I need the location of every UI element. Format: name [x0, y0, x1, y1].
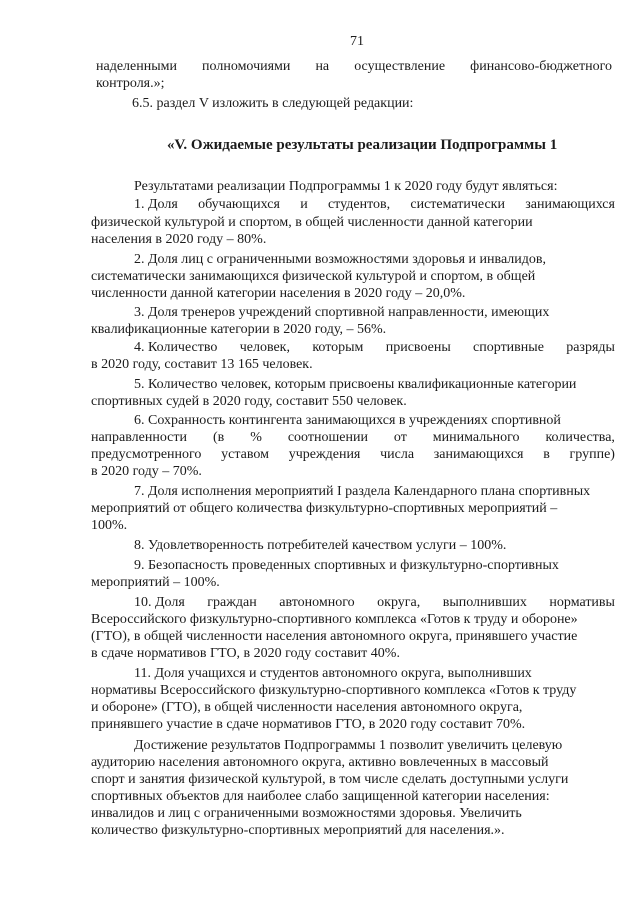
item-1-line-2: физической культурой и спортом, в общей численности данной категории — [91, 215, 533, 230]
closing-line-4: спортивных объектов для наиболее слабо защищенной категории населения: — [91, 789, 550, 804]
item-5-line-2: спортивных судей в 2020 году, составит 550 человек. — [91, 394, 407, 409]
closing-line-3: спорт и занятия физической культурой, в том числе сделать доступными услуги — [91, 772, 569, 787]
item-6-line-1: 6. Сохранность контингента занимающихся в учреждениях спортивной — [134, 413, 561, 428]
closing-line-5: инвалидов и лиц с ограниченными возможностями здоровья. Увеличить — [91, 806, 522, 821]
item-11-line-4: принявшего участие в сдаче нормативов ГТО, в 2020 году составит 70%. — [91, 717, 526, 732]
item-7-line-1: 7. Доля исполнения мероприятий I раздела Календарного плана спортивных — [134, 484, 591, 499]
page-number: 71 — [350, 34, 364, 49]
intro-line-2: контроля.»; — [96, 76, 165, 91]
lead-paragraph: Результатами реализации Подпрограммы 1 к 2020 году будут являться: — [134, 179, 558, 194]
item-7-line-2: мероприятий от общего количества физкультурно-спортивных мероприятий – — [91, 501, 558, 516]
item-2-line-1: 2. Доля лиц с ограниченными возможностями здоровья и инвалидов, — [134, 252, 547, 267]
item-2-line-3: численности данной категории населения в 2020 году – 20,0%. — [91, 286, 466, 301]
item-9-line-2: мероприятий – 100%. — [91, 575, 220, 590]
item-7-line-3: 100%. — [91, 518, 128, 533]
closing-line-2: аудиторию населения автономного округа, активно вовлеченных в массовый — [91, 755, 549, 770]
item-2-line-2: систематически занимающихся физической культурой и спортом, в общей — [91, 269, 536, 284]
item-11-line-1: 11. Доля учащихся и студентов автономного округа, выполнивших — [134, 666, 532, 681]
item-3-line-2: квалификационные категории в 2020 году, – 56%. — [91, 322, 387, 337]
closing-line-1: Достижение результатов Подпрограммы 1 позволит увеличить целевую — [134, 738, 563, 753]
item-4-line-2: в 2020 году, составит 13 165 человек. — [91, 357, 313, 372]
intro-line-1: наделенными полномочиями на осуществление финансово-бюджетного — [96, 59, 612, 74]
item-10-line-3: (ГТО), в общей численности населения автономного округа, принявшего участие — [91, 629, 578, 644]
item-10-line-2: Всероссийского физкультурно-спортивного комплекса «Готов к труду и обороне» — [91, 612, 578, 627]
item-11-line-2: нормативы Всероссийского физкультурно-спортивного комплекса «Готов к труду — [91, 683, 577, 698]
closing-line-6: количество физкультурно-спортивных мероприятий для населения.». — [91, 823, 505, 838]
item-3-line-1: 3. Доля тренеров учреждений спортивной направленности, имеющих — [134, 305, 550, 320]
item-5-line-1: 5. Количество человек, которым присвоены квалификационные категории — [134, 377, 577, 392]
section-title: «V. Ожидаемые результаты реализации Подпрограммы 1 — [167, 137, 558, 153]
item-6-line-3: предусмотренного уставом учреждения числа занимающихся в группе) — [91, 447, 615, 462]
item-11-line-3: и обороне» (ГТО), в общей численности населения автономного округа, — [91, 700, 523, 715]
item-6-line-2: направленности (в % соотношении от минимального количества, — [91, 430, 615, 445]
item-6-line-4: в 2020 году – 70%. — [91, 464, 202, 479]
item-1-line-1: 1. Доля обучающихся и студентов, систематически занимающихся — [134, 197, 615, 212]
item-8-line-1: 8. Удовлетворенность потребителей качеством услуги – 100%. — [134, 538, 507, 553]
item-9-line-1: 9. Безопасность проведенных спортивных и физкультурно-спортивных — [134, 558, 559, 573]
item-1-line-3: населения в 2020 году – 80%. — [91, 232, 267, 247]
item-10-line-1: 10. Доля граждан автономного округа, выполнивших нормативы — [134, 595, 615, 610]
item-4-line-1: 4. Количество человек, которым присвоены спортивные разряды — [134, 340, 615, 355]
clause-6-5: 6.5. раздел V изложить в следующей редакции: — [132, 96, 414, 111]
item-10-line-4: в сдаче нормативов ГТО, в 2020 году составит 40%. — [91, 646, 400, 661]
